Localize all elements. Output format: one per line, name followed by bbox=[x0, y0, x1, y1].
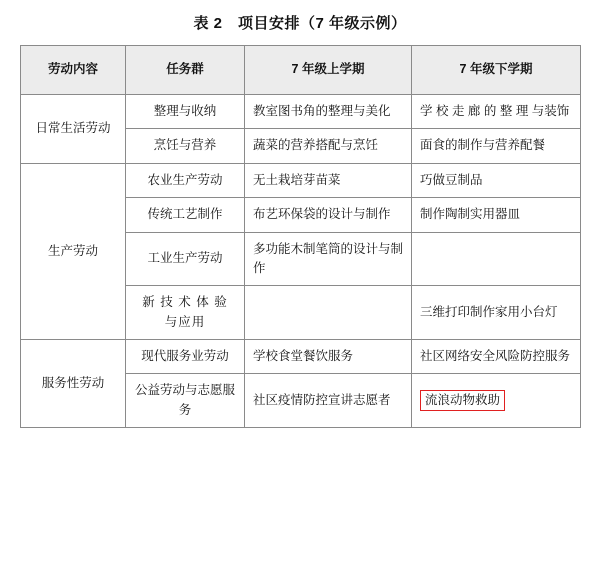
column-header-term-2: 7 年级下学期 bbox=[412, 46, 581, 95]
task-cell: 公益劳动与志愿服务 bbox=[126, 374, 245, 428]
task-cell: 工业生产劳动 bbox=[126, 232, 245, 286]
task-cell: 烹饪与营养 bbox=[126, 129, 245, 163]
term1-cell: 学校食堂餐饮服务 bbox=[245, 340, 412, 374]
table-row bbox=[21, 340, 581, 374]
task-cell: 整理与收纳 bbox=[126, 95, 245, 129]
task-cell: 农业生产劳动 bbox=[126, 163, 245, 197]
table-header bbox=[21, 46, 581, 95]
task-cell: 传统工艺制作 bbox=[126, 198, 245, 232]
term1-cell: 社区疫情防控宣讲志愿者 bbox=[245, 374, 412, 428]
term2-cell: 社区网络安全风险防控服务 bbox=[412, 340, 581, 374]
category-cell-service: 服务性劳动 bbox=[21, 340, 126, 428]
task-cell: 新 技 术 体 验 与应用 bbox=[126, 286, 245, 340]
term1-cell: 布艺环保袋的设计与制作 bbox=[245, 198, 412, 232]
column-header-term-1: 7 年级上学期 bbox=[245, 46, 412, 95]
term2-cell: 三维打印制作家用小台灯 bbox=[412, 286, 581, 340]
highlight-annotation: 流浪动物救助 bbox=[420, 390, 505, 411]
table-caption: 表 2 项目安排（7 年级示例） bbox=[193, 15, 407, 32]
category-cell-daily-life: 日常生活劳动 bbox=[21, 95, 126, 164]
table-body bbox=[21, 95, 581, 428]
term1-cell: 多功能木制笔筒的设计与制作 bbox=[245, 232, 412, 286]
column-header-task-group: 任务群 bbox=[126, 46, 245, 95]
table-container bbox=[20, 45, 580, 428]
term1-cell: 教室图书角的整理与美化 bbox=[245, 95, 412, 129]
term2-cell-highlighted bbox=[412, 374, 581, 428]
term2-cell bbox=[412, 232, 581, 286]
table-row bbox=[21, 95, 581, 129]
term2-cell: 学 校 走 廊 的 整 理 与装饰 bbox=[412, 95, 581, 129]
table-row bbox=[21, 163, 581, 197]
schedule-table bbox=[20, 45, 581, 428]
term1-cell: 蔬菜的营养搭配与烹饪 bbox=[245, 129, 412, 163]
column-header-category: 劳动内容 bbox=[21, 46, 126, 95]
term1-cell: 无土栽培芽苗菜 bbox=[245, 163, 412, 197]
term1-cell bbox=[245, 286, 412, 340]
term2-cell: 面食的制作与营养配餐 bbox=[412, 129, 581, 163]
header-row bbox=[21, 46, 581, 95]
task-cell: 现代服务业劳动 bbox=[126, 340, 245, 374]
term2-cell: 巧做豆制品 bbox=[412, 163, 581, 197]
term2-cell: 制作陶制实用器皿 bbox=[412, 198, 581, 232]
category-cell-production: 生产劳动 bbox=[21, 163, 126, 339]
